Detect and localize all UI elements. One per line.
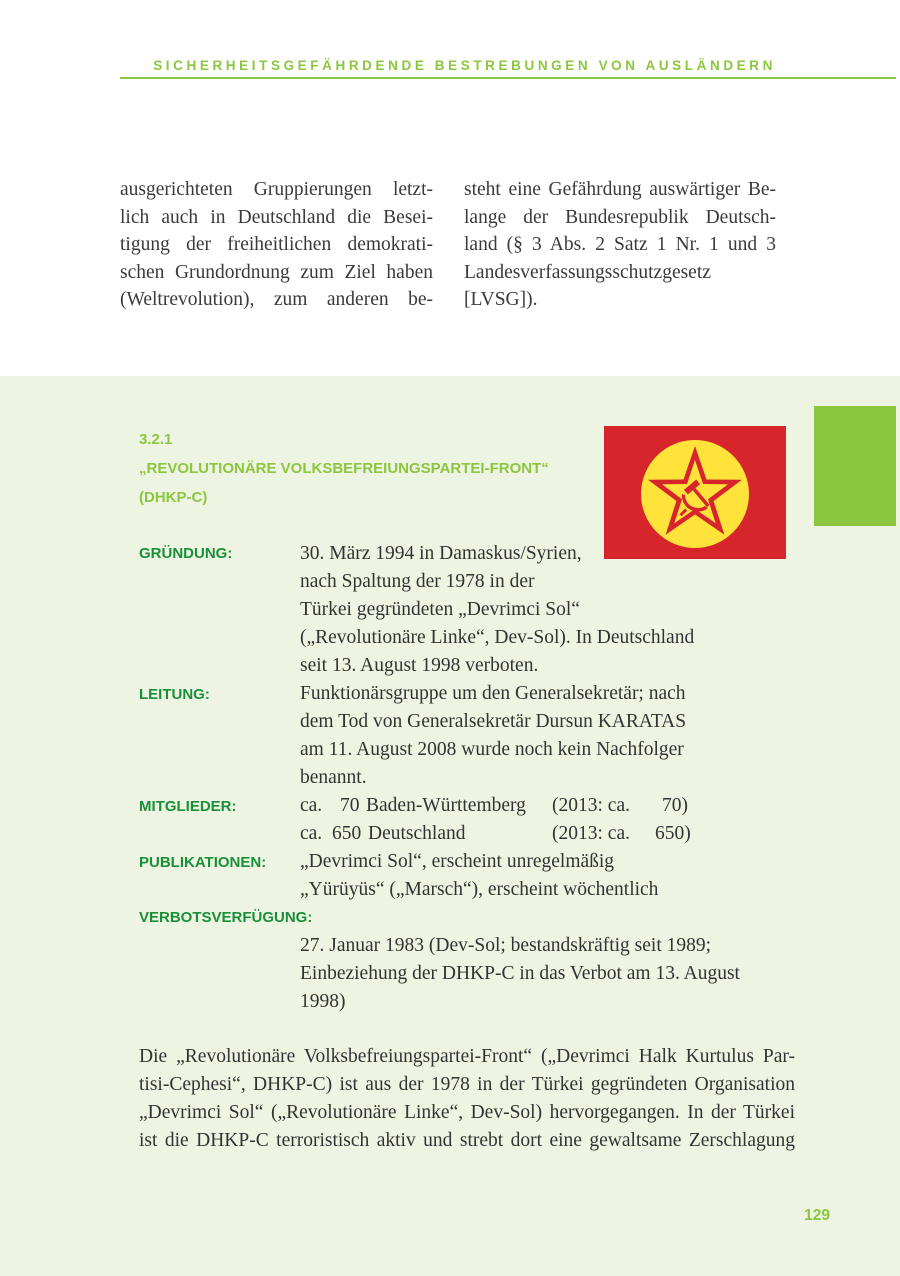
text-line: steht eine Gefährdung auswärtiger Be-: [464, 179, 776, 200]
text-line: benannt.: [300, 767, 367, 788]
members-count: 650: [332, 823, 362, 844]
members-prev-label: (2013: ca.: [552, 795, 630, 816]
members-prev-count: 650): [655, 823, 691, 844]
section-number: 3.2.1: [139, 431, 173, 448]
leadership-text: [300, 680, 686, 792]
label-publications: PUBLIKATIONEN:: [139, 854, 267, 871]
text-line: am 11. August 2008 wurde noch kein Nachfolger: [300, 739, 684, 760]
text-line: lich auch in Deutschland die Besei-: [120, 206, 433, 228]
members-row: [300, 792, 720, 820]
text-line: Landesverfassungsschutzgesetz: [464, 261, 711, 283]
text-line: lange der Bundesrepublik Deutsch-: [464, 206, 776, 228]
header-rule: [120, 77, 896, 79]
page-number: 129: [804, 1207, 830, 1224]
intro-column-right: [464, 176, 776, 314]
text-line: tisi-Cephesi“, DHKP-C) ist aus der 1978 in der Türkei gegründeten Organisation: [139, 1074, 795, 1095]
members-prev-count: 70): [662, 795, 688, 816]
text-line: Einbeziehung der DHKP-C in das Verbot am 13. August: [300, 963, 740, 984]
running-header: SICHERHEITSGEFÄHRDENDE BESTREBUNGEN VON AUSLÄNDERN: [153, 58, 776, 73]
members-table: [300, 792, 720, 848]
text-line: 27. Januar 1983 (Dev-Sol; bestandskräftig seit 1989;: [300, 935, 712, 956]
text-line: Funktionärsgruppe um den Generalsekretär; nach: [300, 683, 686, 704]
text-line: „Devrimci Sol“, erscheint unregelmäßig: [300, 851, 615, 872]
intro-column-left: [120, 176, 433, 314]
members-region: Deutschland: [368, 823, 466, 844]
body-paragraph: [139, 1043, 795, 1155]
section-title: „REVOLUTIONÄRE VOLKSBEFREIUNGSPARTEI-FRONT“: [139, 460, 549, 477]
label-ban: VERBOTSVERFÜGUNG:: [139, 909, 313, 926]
text-line: schen Grundordnung zum Ziel haben: [120, 261, 433, 283]
text-line: Die „Revolutionäre Volksbefreiungspartei-Front“ („Devrimci Halk Kurtulus Par-: [139, 1046, 795, 1067]
members-count: 70: [340, 795, 360, 816]
text-line: (Weltrevolution), zum anderen be-: [120, 289, 433, 311]
ban-text: [300, 932, 740, 1016]
members-prefix: ca.: [300, 823, 323, 844]
text-line: Türkei gegründeten „Devrimci Sol“: [300, 599, 580, 620]
members-row: [300, 820, 720, 848]
publications-text: [300, 848, 658, 904]
founding-text: [300, 540, 694, 680]
text-line: seit 13. August 1998 verboten.: [300, 655, 539, 676]
text-line: 30. März 1994 in Damaskus/Syrien,: [300, 543, 582, 564]
text-line: [LVSG]).: [464, 289, 538, 311]
chapter-tab: [814, 406, 896, 526]
text-line: ist die DHKP-C terroristisch aktiv und strebt dort eine gewaltsame Zerschlagung: [139, 1130, 795, 1151]
section-subtitle: (DHKP-C): [139, 489, 208, 506]
members-region: Baden-Württemberg: [366, 795, 526, 816]
label-founding: GRÜNDUNG:: [139, 545, 233, 562]
text-line: tigung der freiheitlichen demokrati-: [120, 234, 433, 256]
text-line: („Revolutionäre Linke“, Dev-Sol). In Deutschland: [300, 627, 695, 648]
text-line: dem Tod von Generalsekretär Dursun KARATAS: [300, 711, 687, 732]
text-line: „Devrimci Sol“ („Revolutionäre Linke“, Dev-Sol) hervorgegangen. In der Türkei: [139, 1102, 795, 1123]
label-leadership: LEITUNG:: [139, 686, 210, 703]
text-line: ausgerichteten Gruppierungen letzt-: [120, 179, 433, 200]
text-line: land (§ 3 Abs. 2 Satz 1 Nr. 1 und 3: [464, 234, 776, 256]
text-line: „Yürüyüs“ („Marsch“), erscheint wöchentlich: [300, 879, 659, 900]
text-line: nach Spaltung der 1978 in der: [300, 571, 535, 592]
members-prefix: ca.: [300, 795, 323, 816]
section-heading: [139, 425, 599, 512]
label-members: MITGLIEDER:: [139, 798, 237, 815]
members-prev-label: (2013: ca.: [552, 823, 630, 844]
text-line: 1998): [300, 991, 346, 1012]
